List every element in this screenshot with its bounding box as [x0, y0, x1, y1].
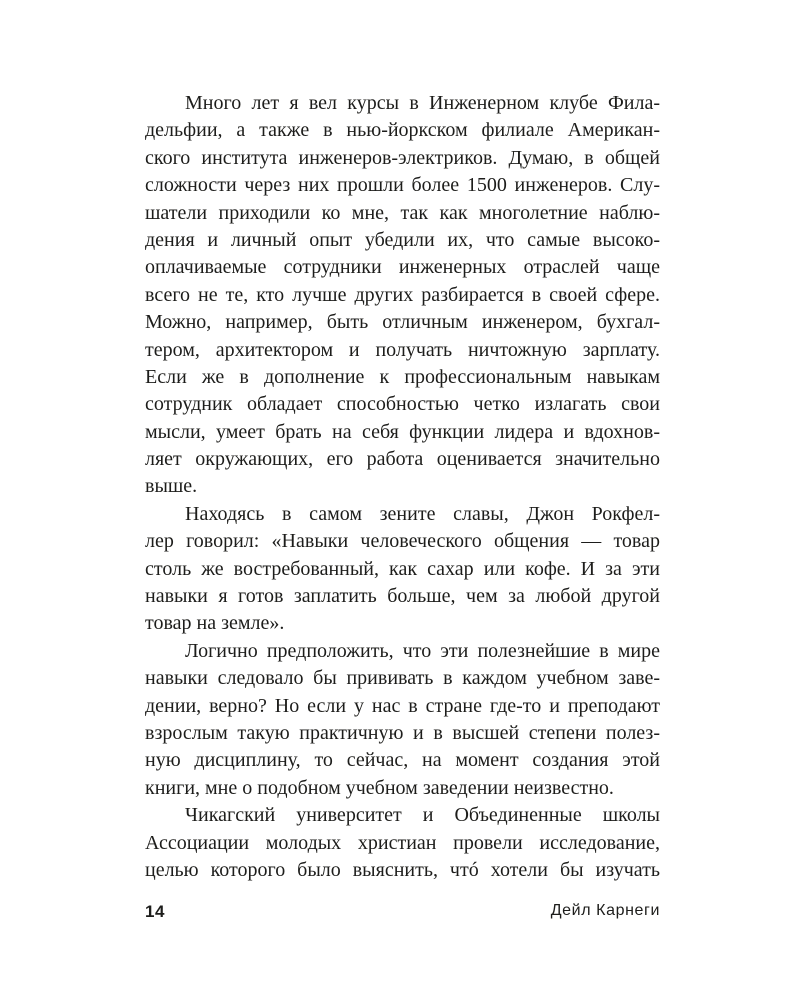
text-line: книги, мне о подобном учебном заведении неизвестно. — [145, 776, 614, 799]
text-line: Можно, например, быть отличным инженером, бухгал- — [145, 311, 660, 334]
text-line: ную дисциплину, то сейчас, на момент создания этой — [145, 749, 660, 772]
text-line: тером, архитектором и получать ничтожную зарплату. — [145, 338, 660, 361]
text-line: ляет окружающих, его работа оценивается значительно — [145, 448, 660, 471]
page-footer — [145, 902, 660, 926]
text-line: Логично предположить, что эти полезнейшие в мире — [185, 639, 660, 662]
text-line: навыки я готов заплатить больше, чем за любой другой — [145, 585, 660, 608]
text-line: оплачиваемые сотрудники инженерных отраслей чаще — [145, 256, 660, 279]
text-line: дельфии, а также в нью-йоркском филиале Американ- — [145, 119, 660, 142]
text-line: товар на земле». — [145, 612, 285, 635]
page-number: 14 — [145, 902, 165, 921]
text-line: Находясь в самом зените славы, Джон Рокфел- — [185, 502, 660, 525]
book-page-text — [145, 90, 660, 884]
text-line: сложности через них прошли более 1500 инженеров. Слу- — [145, 174, 660, 197]
running-footer-author: Дейл Карнеги — [550, 902, 660, 919]
text-line: Если же в дополнение к профессиональным навыкам — [145, 365, 660, 388]
text-line: столь же востребованный, как сахар или кофе. И за эти — [145, 557, 660, 580]
text-line: целью которого было выяснить, чтó хотели бы изучать — [145, 858, 660, 881]
text-line: всего не те, кто лучше других разбирается в своей сфере. — [145, 283, 660, 306]
text-line: взрослым такую практичную и в высшей степени полез- — [145, 721, 660, 744]
text-line: сотрудник обладает способностью четко излагать свои — [145, 393, 660, 416]
text-line: дения и личный опыт убедили их, что самые высоко- — [145, 228, 660, 251]
text-line: Чикагский университет и Объединенные школы — [185, 804, 660, 827]
text-line: мысли, умеет брать на себя функции лидера и вдохнов- — [145, 420, 660, 443]
text-line: дении, верно? Но если у нас в стране где-то и преподают — [145, 694, 660, 717]
text-line: выше. — [145, 475, 198, 498]
text-line: ского института инженеров-электриков. Думаю, в общей — [145, 146, 660, 169]
text-line: навыки следовало бы прививать в каждом учебном заве- — [145, 667, 660, 690]
text-line: лер говорил: «Навыки человеческого общения — товар — [145, 530, 660, 553]
text-line: Ассоциации молодых христиан провели исследование, — [145, 831, 660, 854]
text-line: Много лет я вел курсы в Инженерном клубе Фила- — [185, 92, 660, 114]
text-line: шатели приходили ко мне, так как многолетние наблю- — [145, 201, 660, 224]
